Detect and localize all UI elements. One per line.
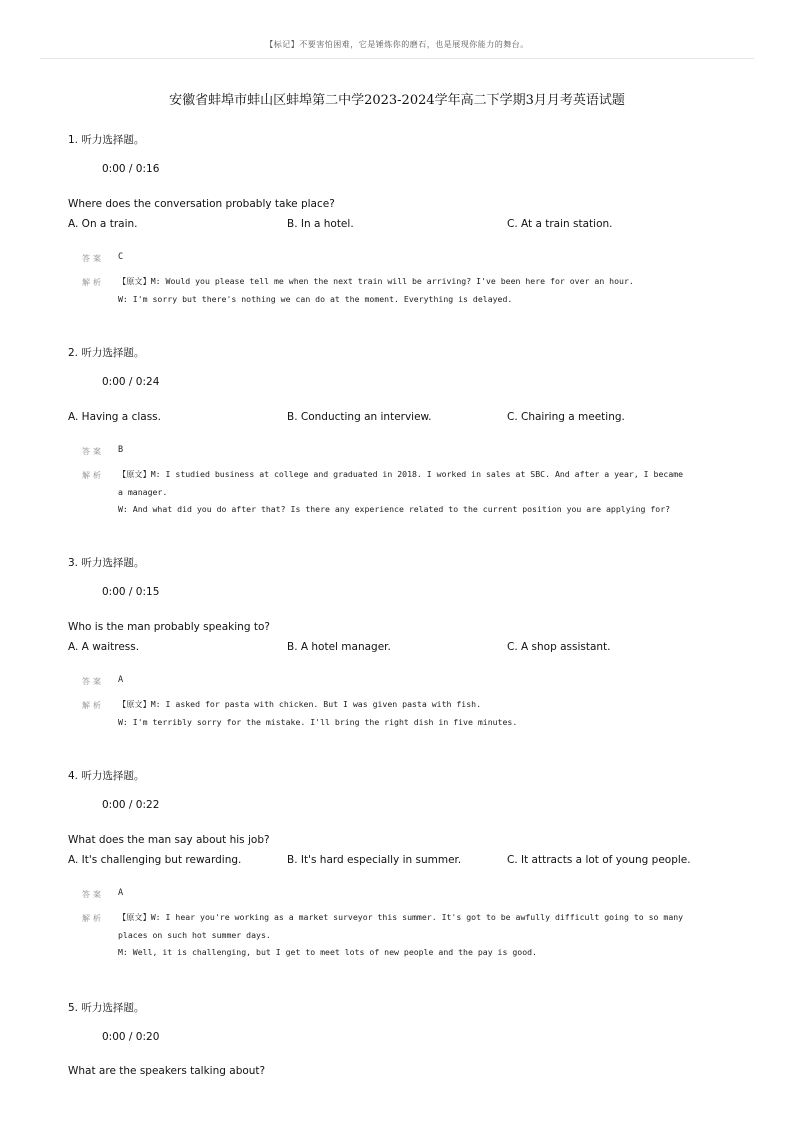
analysis-label: 解析 — [82, 278, 104, 287]
analysis-line: 【原文】M: I studied business at college and graduated in 2018. I worked in sales at SBC. And after a year, I became — [118, 469, 684, 479]
answer-label: 答案 — [82, 447, 104, 456]
header-motto: 【标记】不要害怕困难，它是锤炼你的磨石，也是展现你能力的舞台。 — [265, 40, 529, 49]
question-heading: 1. 听力选择题。 — [68, 134, 145, 146]
analysis-line: 【原文】W: I hear you're working as a market surveyor this summer. It's got to be awfully difficult going to so many — [118, 912, 684, 922]
analysis-line: 【原文】M: I asked for pasta with chicken. But I was given pasta with fish. — [118, 699, 482, 709]
analysis-line: M: Well, it is challenging, but I get to meet lots of new people and the pay is good. — [118, 947, 537, 957]
question-stem: Who is the man probably speaking to? — [68, 621, 270, 633]
answer-label: 答案 — [82, 677, 104, 686]
option-a: A. On a train. — [68, 218, 138, 230]
answer-value: B — [118, 445, 124, 455]
answer-label: 答案 — [82, 890, 104, 899]
question-heading: 2. 听力选择题。 — [68, 347, 145, 359]
option-c: C. A shop assistant. — [507, 641, 611, 653]
question-stem: Where does the conversation probably take place? — [68, 198, 335, 210]
answer-label: 答案 — [82, 254, 104, 263]
question-stem: What are the speakers talking about? — [68, 1065, 266, 1077]
option-c: C. It attracts a lot of young people. — [507, 854, 691, 866]
option-b: B. Conducting an interview. — [287, 411, 432, 423]
question-heading: 5. 听力选择题。 — [68, 1002, 145, 1014]
question-heading: 4. 听力选择题。 — [68, 770, 145, 782]
analysis-label: 解析 — [82, 914, 104, 923]
option-a: A. A waitress. — [68, 641, 140, 653]
analysis-line: 【原文】M: Would you please tell me when the next train will be arriving? I've been here for over an hour. — [118, 276, 634, 286]
analysis-line: W: And what did you do after that? Is there any experience related to the current position you are applying for? — [118, 504, 671, 514]
option-c: C. At a train station. — [507, 218, 613, 230]
audio-player-time[interactable]: 0:00 / 0:20 — [102, 1031, 160, 1043]
analysis-text — [118, 909, 718, 962]
answer-value: A — [118, 675, 124, 685]
answer-value: C — [118, 252, 124, 262]
analysis-line: W: I'm sorry but there's nothing we can do at the moment. Everything is delayed. — [118, 293, 513, 304]
analysis-label: 解析 — [82, 701, 104, 710]
analysis-text — [118, 696, 718, 731]
question-heading: 3. 听力选择题。 — [68, 557, 145, 569]
page-title: 安徽省蚌埠市蚌山区蚌埠第二中学2023-2024学年高二下学期3月月考英语试题 — [169, 93, 625, 108]
audio-player-time[interactable]: 0:00 / 0:24 — [102, 376, 160, 388]
answer-value: A — [118, 888, 124, 898]
analysis-text — [118, 273, 718, 308]
option-a: A. It's challenging but rewarding. — [68, 854, 242, 866]
audio-player-time[interactable]: 0:00 / 0:22 — [102, 799, 160, 811]
analysis-text — [118, 466, 718, 519]
option-c: C. Chairing a meeting. — [507, 411, 625, 423]
option-b: B. It's hard especially in summer. — [287, 854, 462, 866]
option-b: B. A hotel manager. — [287, 641, 391, 653]
option-a: A. Having a class. — [68, 411, 161, 423]
question-stem: What does the man say about his job? — [68, 834, 270, 846]
audio-player-time[interactable]: 0:00 / 0:16 — [102, 163, 160, 175]
analysis-line: places on such hot summer days. — [118, 929, 271, 940]
audio-player-time[interactable]: 0:00 / 0:15 — [102, 586, 160, 598]
header-divider — [40, 58, 754, 59]
analysis-label: 解析 — [82, 471, 104, 480]
analysis-line: W: I'm terribly sorry for the mistake. I'll bring the right dish in five minutes. — [118, 716, 518, 727]
option-b: B. In a hotel. — [287, 218, 354, 230]
analysis-line: a manager. — [118, 486, 168, 497]
